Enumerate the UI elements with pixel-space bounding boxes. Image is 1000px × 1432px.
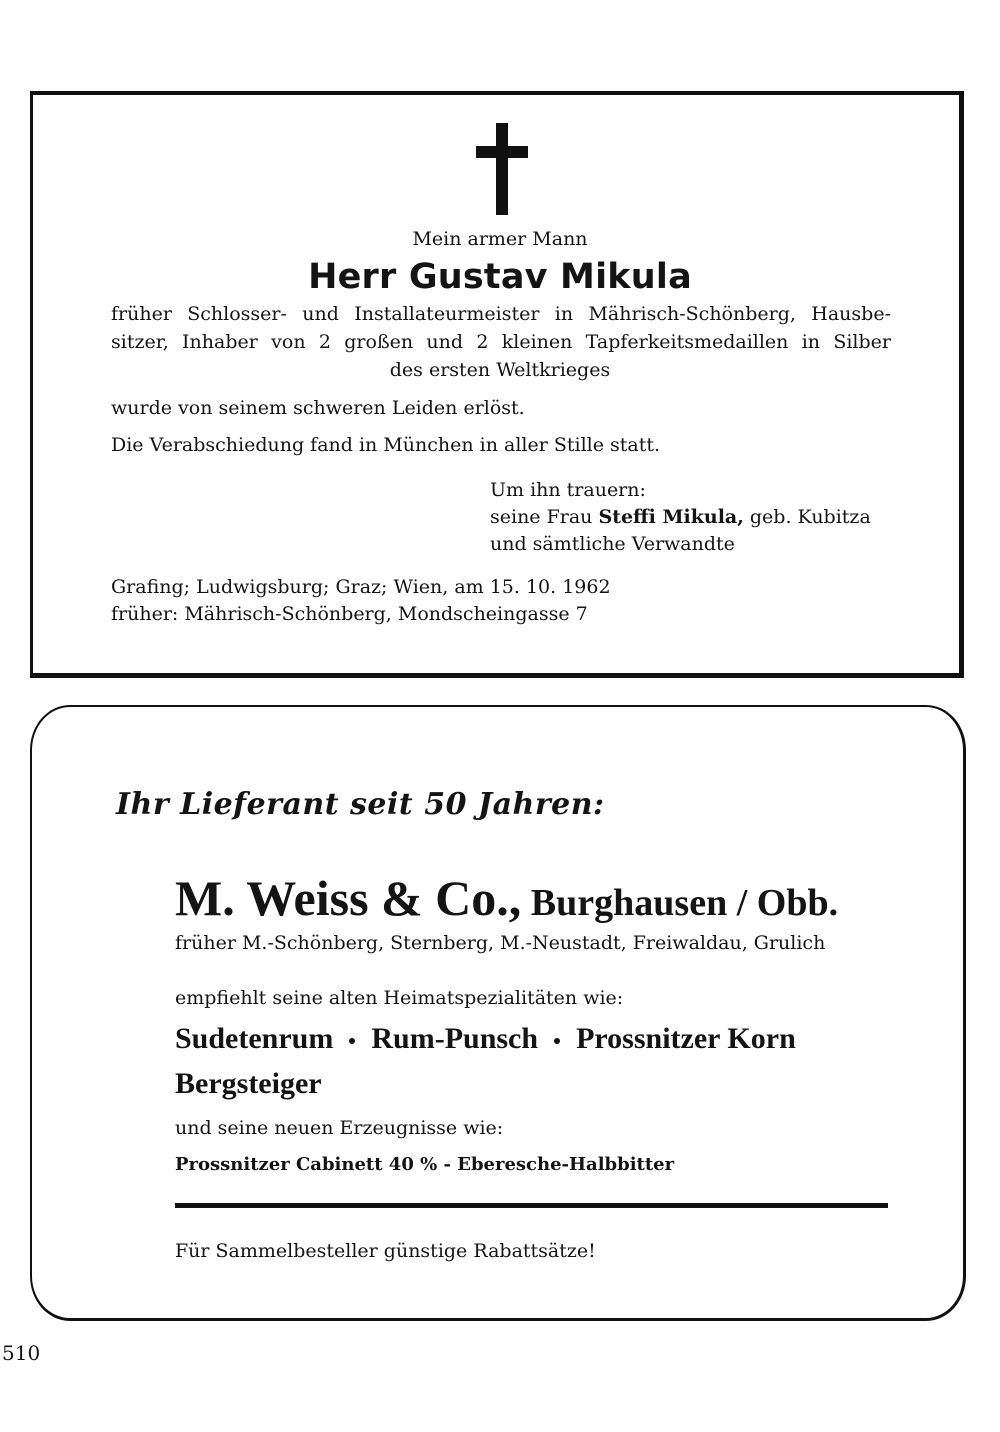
obituary-box xyxy=(30,91,964,678)
new-products: Prossnitzer Cabinett 40 % - Eberesche-Halbbitter xyxy=(175,1154,675,1175)
company-heading xyxy=(175,870,838,931)
wife-name: Steffi Mikula, xyxy=(598,506,744,528)
product-prossnitzer-korn: Prossnitzer Korn xyxy=(576,1022,796,1055)
divider-rule xyxy=(175,1203,888,1208)
description-line-1: früher Schlosser- und Installateurmeister in Mährisch-Schönberg, Hausbe- xyxy=(111,303,891,325)
products-line xyxy=(175,1021,796,1057)
page-number: 510 xyxy=(2,1341,41,1365)
recommends-text: empfiehlt seine alten Heimatspezialitäten wie: xyxy=(175,987,624,1009)
place-date: Grafing; Ludwigsburg; Graz; Wien, am 15. 10. 1962 xyxy=(111,576,611,598)
bullet-icon xyxy=(349,1038,355,1044)
mourners-wife xyxy=(490,504,871,530)
farewell-text: Die Verabschiedung fand in München in aller Stille statt. xyxy=(111,434,661,456)
description-line-2: sitzer, Inhaber von 2 großen und 2 kleinen Tapferkeitsmedaillen in Silber xyxy=(111,331,891,353)
obituary-intro: Mein armer Mann xyxy=(412,228,588,250)
cross-icon xyxy=(476,123,528,215)
product-bergsteiger: Bergsteiger xyxy=(175,1067,322,1100)
wife-prefix: seine Frau xyxy=(490,506,599,528)
wife-suffix: geb. Kubitza xyxy=(743,506,871,528)
discount-note: Für Sammelbesteller günstige Rabattsätze! xyxy=(175,1240,596,1262)
product-rum-punsch: Rum-Punsch xyxy=(371,1022,539,1055)
mourners-intro: Um ihn trauern: xyxy=(490,479,646,501)
former-address: früher: Mährisch-Schönberg, Mondscheingasse 7 xyxy=(111,603,588,625)
bullet-icon xyxy=(554,1038,560,1044)
company-location: Burghausen / Obb. xyxy=(521,882,839,924)
product-sudetenrum: Sudetenrum xyxy=(175,1022,334,1055)
tagline: Ihr Lieferant seit 50 Jahren: xyxy=(116,787,605,822)
deceased-name: Herr Gustav Mikula xyxy=(308,257,692,297)
mourners-relatives: und sämtliche Verwandte xyxy=(490,533,735,555)
former-locations: früher M.-Schönberg, Sternberg, M.-Neustadt, Freiwaldau, Grulich xyxy=(175,932,826,954)
description-line-3: des ersten Weltkrieges xyxy=(389,359,611,381)
company-name: M. Weiss & Co., xyxy=(175,870,522,926)
released-text: wurde von seinem schweren Leiden erlöst. xyxy=(111,397,525,419)
new-products-intro: und seine neuen Erzeugnisse wie: xyxy=(175,1117,504,1139)
advertisement-box xyxy=(30,705,966,1321)
